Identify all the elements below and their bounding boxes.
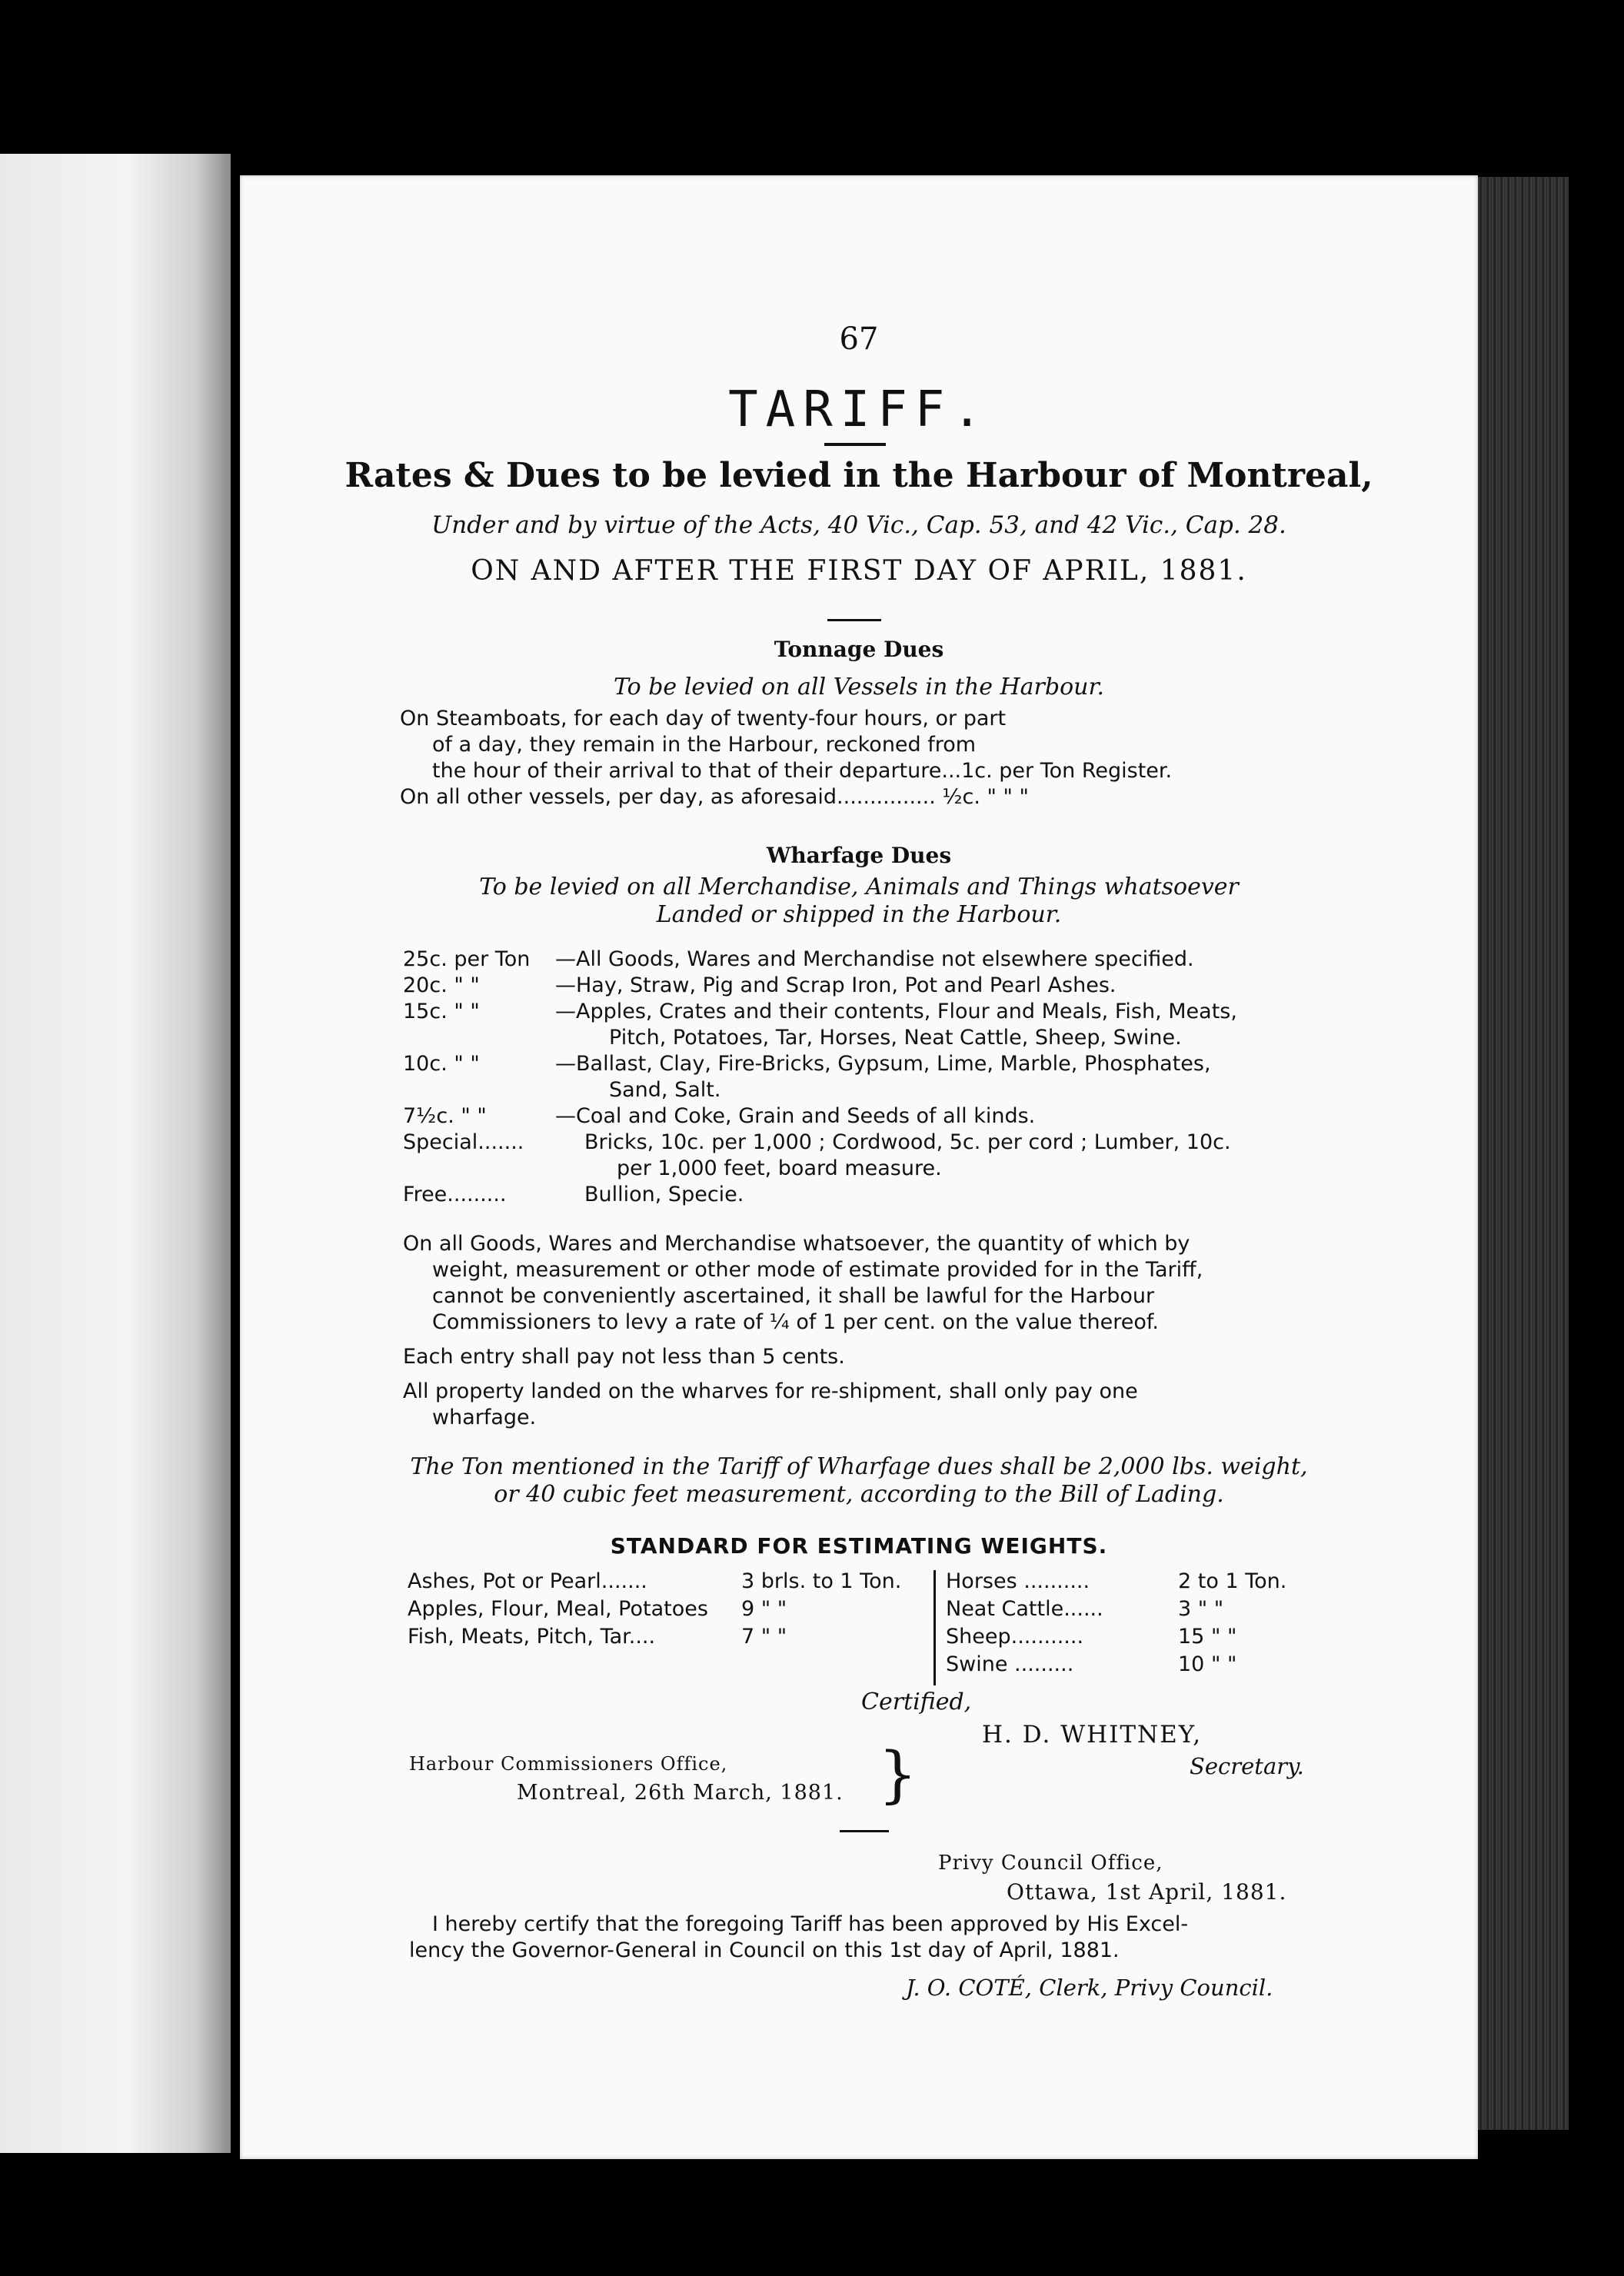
- divider: [840, 1830, 889, 1832]
- standard-right-qty: 15 " ": [1178, 1625, 1237, 1649]
- standard-right-qty: 2 to 1 Ton.: [1178, 1569, 1287, 1593]
- tonnage-line: On Steamboats, for each day of twenty-four hours, or part: [400, 707, 1007, 730]
- standard-right-qty: 10 " ": [1178, 1652, 1237, 1676]
- wharfage-note: To be levied on all Merchandise, Animals and Things whatsoever: [479, 873, 1239, 900]
- authority-line: Under and by virtue of the Acts, 40 Vic., Cap. 53, and 42 Vic., Cap. 28.: [431, 511, 1286, 539]
- wharfage-rate: 20c. " ": [403, 973, 480, 997]
- privy-text-line: I hereby certify that the foregoing Tariff has been approved by His Excel-: [432, 1912, 1189, 1936]
- goods-paragraph-line: cannot be conveniently ascertained, it shall be lawful for the Harbour: [432, 1284, 1155, 1308]
- privy-text-line: lency the Governor-General in Council on this 1st day of April, 1881.: [409, 1938, 1120, 1962]
- reshipment-line: All property landed on the wharves for re-shipment, shall only pay one: [403, 1379, 1138, 1403]
- goods-paragraph-line: weight, measurement or other mode of estimate provided for in the Tariff,: [432, 1258, 1203, 1282]
- standard-left-item: Ashes, Pot or Pearl.......: [408, 1569, 647, 1593]
- reshipment-line: wharfage.: [432, 1406, 537, 1429]
- page-stack-edge: [1476, 177, 1569, 2130]
- wharfage-item: Sand, Salt.: [609, 1078, 721, 1102]
- privy-office: Privy Council Office,: [938, 1852, 1163, 1875]
- ton-note-line: or 40 cubic feet measurement, according to the Bill of Lading.: [494, 1481, 1224, 1508]
- standard-left-item: Fish, Meats, Pitch, Tar....: [408, 1625, 656, 1649]
- standard-right-item: Swine .........: [946, 1652, 1074, 1676]
- wharfage-item: Bullion, Specie.: [584, 1183, 744, 1206]
- standard-title: STANDARD FOR ESTIMATING WEIGHTS.: [610, 1533, 1108, 1559]
- standard-right-item: Sheep...........: [946, 1625, 1084, 1649]
- standard-right-item: Neat Cattle......: [946, 1597, 1103, 1621]
- divider: [824, 443, 886, 446]
- wharfage-item: —Apples, Crates and their contents, Flour and Meals, Fish, Meats,: [555, 1000, 1237, 1023]
- wharfage-item: Pitch, Potatoes, Tar, Horses, Neat Cattle, Sheep, Swine.: [609, 1026, 1182, 1050]
- privy-signature: J. O. COTÉ, Clerk, Privy Council.: [906, 1975, 1273, 2001]
- wharfage-title: Wharfage Dues: [766, 843, 952, 868]
- certified-label: Certified,: [861, 1689, 972, 1715]
- wharfage-item: —All Goods, Wares and Merchandise not elsewhere specified.: [555, 947, 1194, 971]
- secretary-title: Secretary.: [1190, 1753, 1304, 1779]
- wharfage-item: —Ballast, Clay, Fire-Bricks, Gypsum, Lime, Marble, Phosphates,: [555, 1052, 1211, 1076]
- subtitle: Rates & Dues to be levied in the Harbour of Montreal,: [344, 456, 1373, 495]
- column-divider: [933, 1570, 936, 1685]
- tonnage-line: of a day, they remain in the Harbour, reckoned from: [432, 733, 977, 757]
- standard-left-qty: 3 brls. to 1 Ton.: [741, 1569, 902, 1593]
- effective-date: ON AND AFTER THE FIRST DAY OF APRIL, 1881.: [471, 555, 1247, 587]
- page-number: 67: [839, 321, 879, 357]
- wharfage-rate: Special.......: [403, 1130, 524, 1154]
- left-page-edge: [0, 154, 231, 2153]
- tonnage-line: the hour of their arrival to that of their departure...1c. per Ton Register.: [432, 759, 1173, 783]
- wharfage-item: Bricks, 10c. per 1,000 ; Cordwood, 5c. per cord ; Lumber, 10c.: [584, 1130, 1231, 1154]
- office-line: Montreal, 26th March, 1881.: [517, 1781, 844, 1805]
- tariff-heading: TARIFF.: [728, 381, 990, 438]
- entry-paragraph: Each entry shall pay not less than 5 cents.: [403, 1345, 845, 1369]
- wharfage-item: per 1,000 feet, board measure.: [617, 1156, 942, 1180]
- wharfage-item: —Hay, Straw, Pig and Scrap Iron, Pot and Pearl Ashes.: [555, 973, 1116, 997]
- divider: [827, 619, 881, 621]
- brace-icon: }: [878, 1739, 917, 1810]
- wharfage-note: Landed or shipped in the Harbour.: [656, 901, 1062, 928]
- wharfage-rate: 10c. " ": [403, 1052, 480, 1076]
- ton-note-line: The Ton mentioned in the Tariff of Wharfage dues shall be 2,000 lbs. weight,: [410, 1453, 1308, 1480]
- wharfage-rate: 7½c. " ": [403, 1104, 487, 1128]
- standard-left-qty: 7 " ": [741, 1625, 787, 1649]
- tonnage-line: On all other vessels, per day, as aforesaid............... ½c. " " ": [400, 785, 1029, 809]
- tonnage-note: To be levied on all Vessels in the Harbour.: [613, 674, 1105, 700]
- wharfage-rate: 25c. per Ton: [403, 947, 531, 971]
- standard-left-qty: 9 " ": [741, 1597, 787, 1621]
- goods-paragraph-line: Commissioners to levy a rate of ¼ of 1 per cent. on the value thereof.: [432, 1310, 1159, 1334]
- privy-place-date: Ottawa, 1st April, 1881.: [1007, 1879, 1287, 1905]
- document-page: [240, 175, 1478, 2159]
- goods-paragraph-line: On all Goods, Wares and Merchandise whatsoever, the quantity of which by: [403, 1232, 1190, 1256]
- standard-left-item: Apples, Flour, Meal, Potatoes: [408, 1597, 708, 1621]
- secretary-name: H. D. WHITNEY,: [982, 1721, 1203, 1749]
- standard-right-item: Horses ..........: [946, 1569, 1090, 1593]
- wharfage-rate: 15c. " ": [403, 1000, 480, 1023]
- tonnage-title: Tonnage Dues: [774, 637, 944, 662]
- wharfage-item: —Coal and Coke, Grain and Seeds of all kinds.: [555, 1104, 1036, 1128]
- wharfage-rate: Free.........: [403, 1183, 507, 1206]
- office-line: Harbour Commissioners Office,: [409, 1753, 728, 1775]
- standard-right-qty: 3 " ": [1178, 1597, 1224, 1621]
